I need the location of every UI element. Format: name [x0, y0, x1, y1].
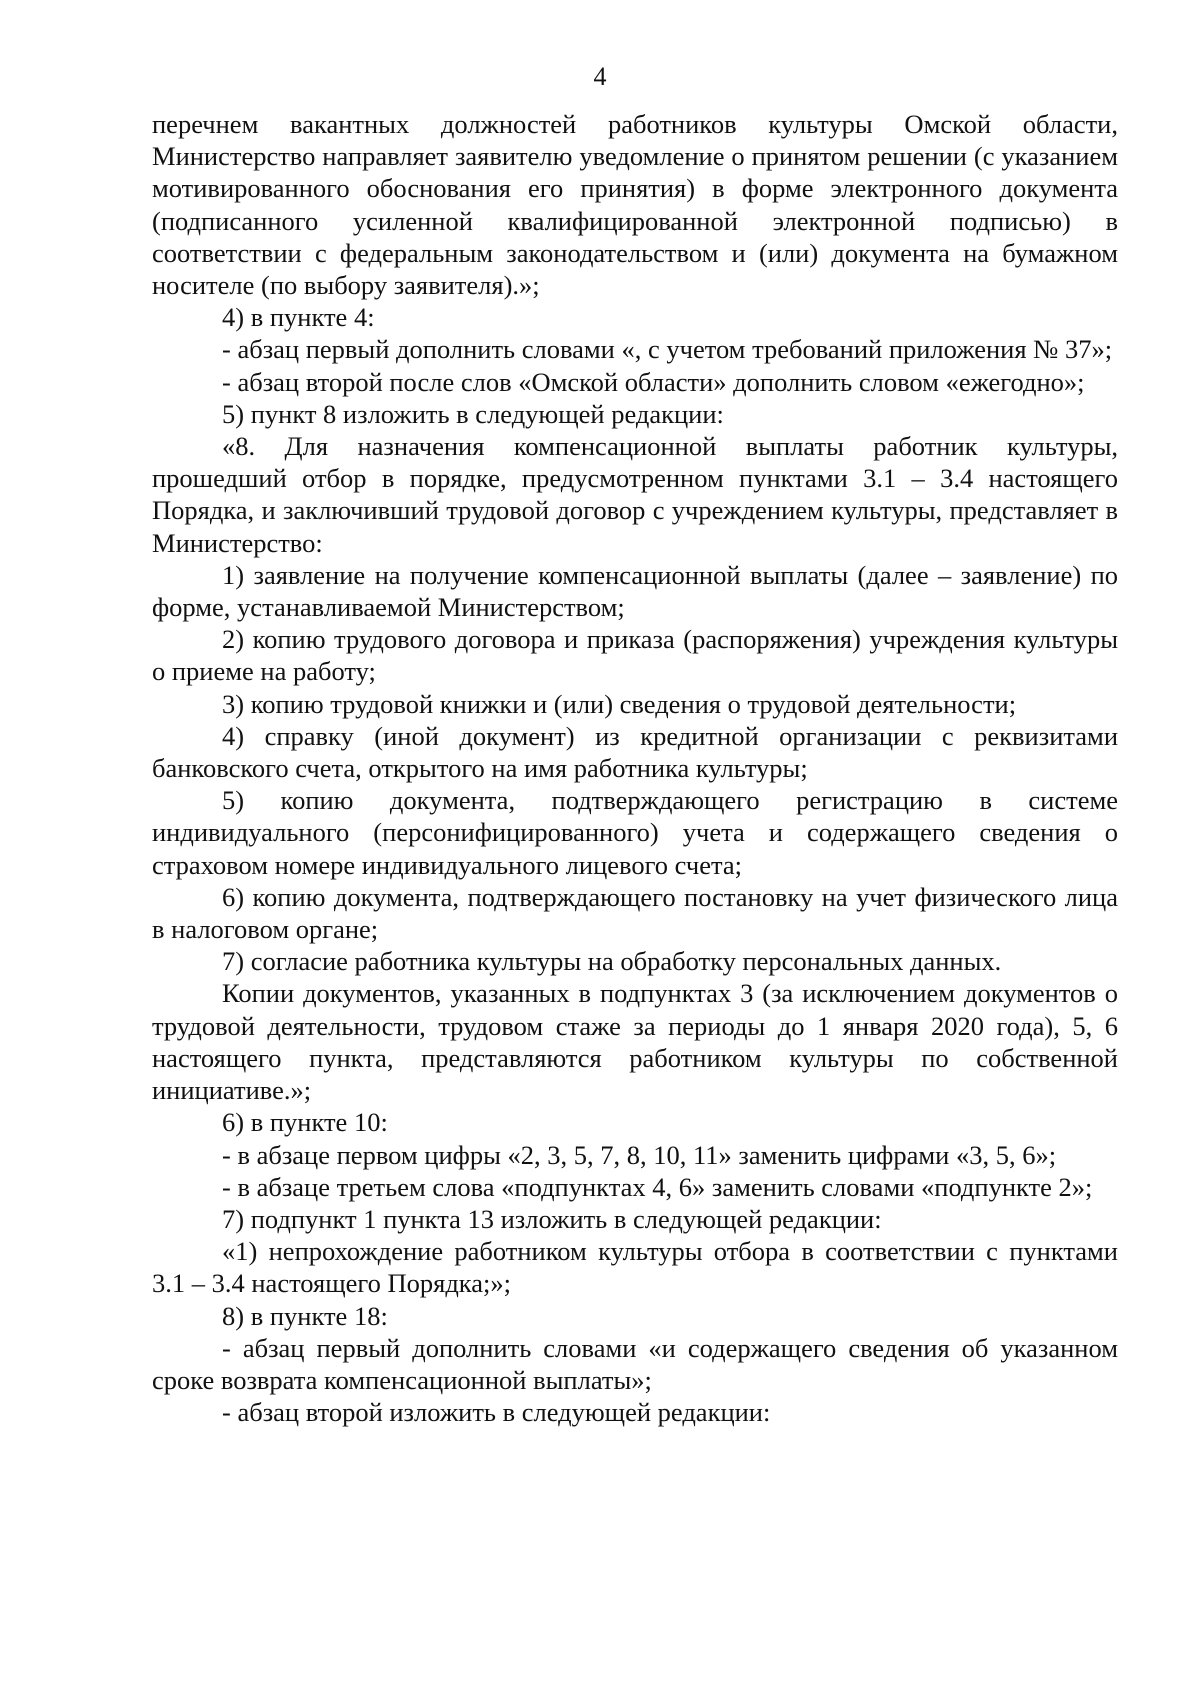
paragraph: - в абзаце третьем слова «подпунктах 4, 6» заменить словами «подпункте 2»;: [222, 1171, 1093, 1202]
paragraph: - в абзаце первом цифры «2, 3, 5, 7, 8, 10, 11» заменить цифрами «3, 5, 6»;: [222, 1139, 1057, 1170]
document-body: [152, 108, 1118, 1428]
paragraph: «8. Для назначения компенсационной выплаты работник культуры, прошедший отбор в порядке, предусмотренном пунктами 3.1 – 3.4 настоящего Порядка, и заключивший трудовой договор с учреждением культуры, представляет в Министерство:: [152, 431, 1118, 558]
paragraph: - абзац первый дополнить словами «и содержащего сведения об указанном сроке возврата компенсационной выплаты»;: [152, 1332, 1118, 1395]
paragraph: 3) копию трудовой книжки и (или) сведения о трудовой деятельности;: [222, 688, 1017, 719]
paragraph: - абзац второй после слов «Омской области» дополнить словом «ежегодно»;: [222, 366, 1085, 397]
paragraph: 5) копию документа, подтверждающего регистрацию в системе индивидуального (персонифицированного) учета и содержащего сведения о страховом номере индивидуального лицевого счета;: [152, 785, 1118, 880]
paragraph: 8) в пункте 18:: [222, 1300, 388, 1331]
page-number: 4: [593, 62, 607, 91]
paragraph: 6) копию документа, подтверждающего постановку на учет физического лица в налоговом органе;: [152, 881, 1118, 945]
paragraph: - абзац первый дополнить словами «, с учетом требований приложения № 37»;: [222, 334, 1113, 365]
paragraph: 7) согласие работника культуры на обработку персональных данных.: [222, 946, 1002, 977]
paragraph: 2) копию трудового договора и приказа (распоряжения) учреждения культуры о приеме на работу;: [152, 624, 1118, 687]
paragraph: - абзац второй изложить в следующей редакции:: [222, 1397, 771, 1428]
paragraph: 4) в пункте 4:: [222, 302, 375, 333]
paragraph: 1) заявление на получение компенсационной выплаты (далее – заявление) по форме, устанавливаемой Министерством;: [152, 559, 1118, 623]
paragraph: 5) пункт 8 изложить в следующей редакции:: [222, 398, 724, 429]
paragraph: перечнем вакантных должностей работников культуры Омской области, Министерство направляет заявителю уведомление о принятом решении (с указанием мотивированного обоснования его принятия) в форме электронного документа (подписанного усиленной квалифицированной электронной подписью) в соответствии с федеральным законодательством и (или) документа на бумажном носителе (по выбору заявителя).»;: [152, 109, 1118, 301]
paragraph: 6) в пункте 10:: [222, 1107, 388, 1138]
paragraph: 7) подпункт 1 пункта 13 изложить в следующей редакции:: [222, 1203, 882, 1234]
paragraph: 4) справку (иной документ) из кредитной организации с реквизитами банковского счета, открытого на имя работника культуры;: [152, 720, 1118, 784]
paragraph: «1) непрохождение работником культуры отбора в соответствии с пунктами 3.1 – 3.4 настоящего Порядка;»;: [152, 1236, 1118, 1299]
paragraph: Копии документов, указанных в подпунктах 3 (за исключением документов о трудовой деятельности, трудовом стаже за периоды до 1 января 2020 года), 5, 6 настоящего пункта, представляются работником культуры по собственной инициативе.»;: [152, 978, 1118, 1106]
